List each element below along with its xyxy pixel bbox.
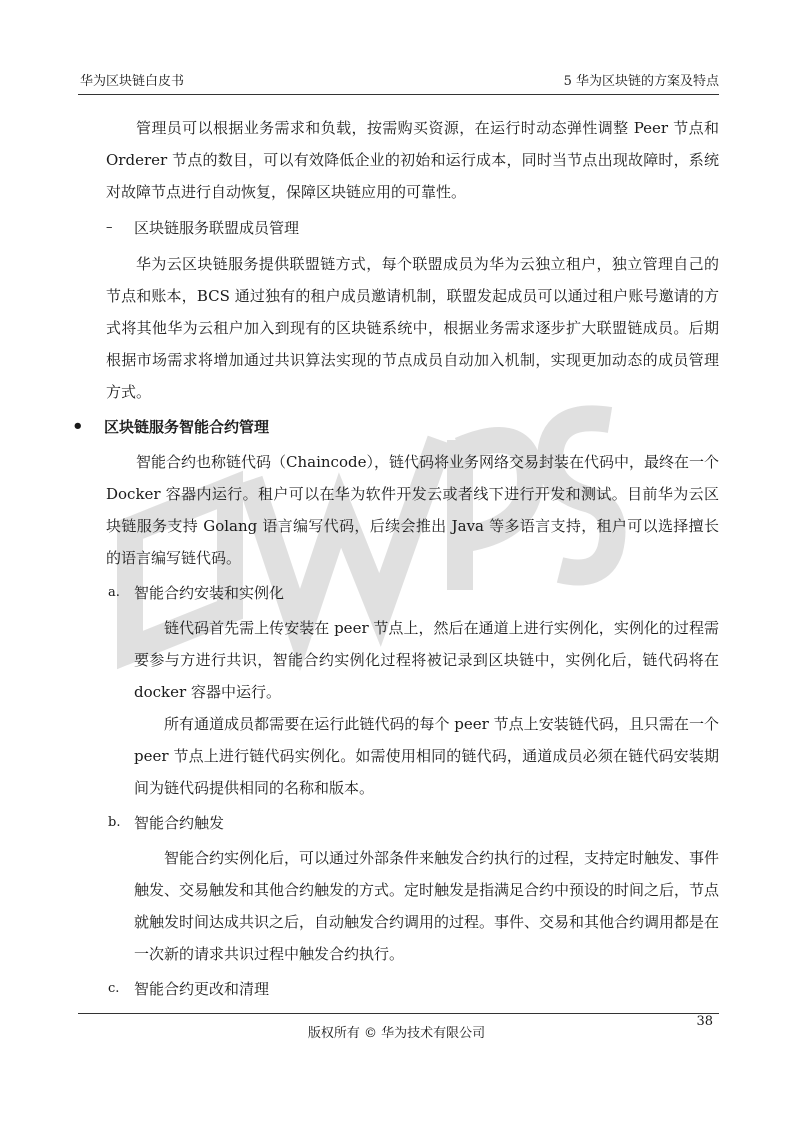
list-marker-b: b.	[108, 815, 121, 830]
list-item-member-management	[78, 214, 719, 242]
page-number: 38	[696, 1014, 713, 1029]
paragraph-consortium: 华为云区块链服务提供联盟链方式，每个联盟成员为华为云独立租户，独立管理自己的节点和账本，BCS 通过独有的租户成员邀请机制，联盟发起成员可以通过租户账号邀请的方式将其他华为云租户加入到现有的区块链系统中，根据业务需求逐步扩大联盟链成员。后期根据市场需求将增加通过共识算法实现的节点成员自动加入机制，实现更加动态的成员管理方式。	[106, 255, 719, 401]
header-chapter-title: 5 华为区块链的方案及特点	[563, 74, 719, 89]
footer-divider	[78, 1013, 719, 1014]
list-item-update	[78, 974, 719, 1004]
list-item-install	[78, 578, 719, 608]
bullet-icon: •	[72, 416, 84, 437]
list-item-label: 区块链服务联盟成员管理	[134, 219, 300, 237]
paragraph-trigger-details: 智能合约实例化后，可以通过外部条件来触发合约执行的过程，支持定时触发、事件触发、交易触发和其他合约触发的方式。定时触发是指满足合约中预设的时间之后，节点就触发时间达成共识之后，自动触发合约调用的过程。事件、交易和其他合约调用都是在一次新的请求共识过程中触发合约执行。	[134, 849, 720, 963]
dash-marker: –	[106, 220, 113, 235]
list-item-label: 智能合约安装和实例化	[134, 584, 285, 602]
footer-copyright: 版权所有 © 华为技术有限公司	[307, 1026, 486, 1041]
list-item-label: 智能合约更改和清理	[134, 980, 270, 998]
section-heading-smart-contract	[72, 412, 719, 442]
paragraph-chaincode: 智能合约也称链代码（Chaincode），链代码将业务网络交易封装在代码中，最终在一个 Docker 容器内运行。租户可以在华为软件开发云或者线下进行开发和测试。目前华为云区块链服务支持 Golang 语言编写代码，后续会推出 Java 等多语言支持，租户可以选择擅长的语言编写链代码。	[106, 453, 719, 567]
list-marker-c: c.	[108, 981, 120, 996]
list-item-label: 智能合约触发	[134, 814, 225, 832]
paragraph-elastic-scaling: 管理员可以根据业务需求和负载，按需购买资源，在运行时动态弹性调整 Peer 节点和 Orderer 节点的数目，可以有效降低企业的初始和运行成本，同时当节点出现故障时，系统对故障节点进行自动恢复，保障区块链应用的可靠性。	[106, 119, 719, 201]
header-document-title: 华为区块链白皮书	[80, 74, 185, 89]
paragraph-channel-members: 所有通道成员都需要在运行此链代码的每个 peer 节点上安装链代码，且只需在一个 peer 节点上进行链代码实例化。如需使用相同的链代码，通道成员必须在链代码安装期间为链代码提供相同的名称和版本。	[134, 715, 719, 797]
section-heading-label: 区块链服务智能合约管理	[104, 418, 270, 436]
page-header	[78, 72, 719, 95]
paragraph-install-details: 链代码首先需上传安装在 peer 节点上，然后在通道上进行实例化，实例化的过程需要参与方进行共识，智能合约实例化过程将被记录到区块链中，实例化后，链代码将在 docker 容器中运行。	[134, 619, 719, 701]
list-marker-a: a.	[108, 585, 120, 600]
list-item-trigger	[78, 808, 719, 838]
page-content	[72, 112, 720, 1008]
